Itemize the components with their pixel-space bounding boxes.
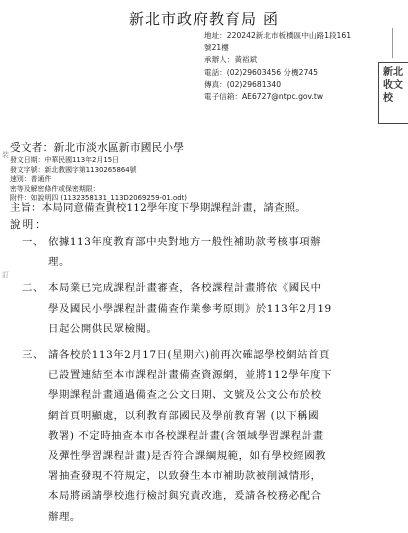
received-stamp xyxy=(378,62,408,124)
contact-block xyxy=(204,30,374,103)
contact-handler: 承辦人：黃裕斌 xyxy=(204,55,258,65)
explanation-label: 說明： xyxy=(10,219,48,231)
contact-address-line2: 號21樓 xyxy=(204,43,229,53)
secrecy-level: 密等及解密條件或保密期限： xyxy=(10,184,100,193)
document-title xyxy=(0,8,400,29)
dispatch-number: 發文字號：新北教國字第1130265864號 xyxy=(10,165,137,174)
contact-address-line1: 地址：220242新北市板橋區中山路1段161 xyxy=(204,31,352,40)
dispatch-date: 發文日期：中華民國113年2月15日 xyxy=(10,156,119,164)
dispatch-meta xyxy=(10,156,380,204)
issuing-agency: 新北市政府教育局 xyxy=(128,10,257,28)
crop-mark xyxy=(392,28,401,58)
dispatch-speed: 速別：普通件 xyxy=(10,175,52,183)
item-line: 依據113年度教育部中央對地方一般性補助款考核事項辦 xyxy=(48,236,322,248)
subject-line: 主旨：本局同意備查貴校112學年度下學期課程計畫，請查照。 xyxy=(10,202,306,214)
item-line: 本局業已完成課程計畫審查，各校課程計畫將依《國民中 xyxy=(48,282,322,295)
item-line: 請各校於113年2月17日(星期六)前再次確認學校網站首頁 xyxy=(48,349,330,362)
item-line: 學期課程計畫通過備查之公文日期、文號及公文公布於校 xyxy=(48,389,322,402)
contact-phone: 電話：(02)29603456 分機2745 xyxy=(204,67,318,77)
binding-mark: 裝 xyxy=(2,151,9,159)
list-item xyxy=(22,232,362,272)
stamp-line: 新北 xyxy=(383,67,403,78)
item-line: 網首頁明顯處，以利教育部國民及學前教育署 (以下稱國 xyxy=(48,409,320,422)
item-line: 學及國民小學課程計畫備查作業參考原則》於113年2月19 xyxy=(48,302,332,315)
explanation-items xyxy=(22,232,362,533)
item-line: 本局將函請學校進行檢討與究責改進，爰請各校務必配合 xyxy=(48,490,322,503)
item-line: 教署) 不定時抽查本市各校課程計畫(含領域學習課程計畫 xyxy=(48,429,324,442)
item-line: 日起公開供民眾檢閱。 xyxy=(48,322,158,335)
list-item xyxy=(22,278,362,339)
binding-mark: 訂 xyxy=(2,271,9,279)
item-line: 及彈性學習課程計畫)是否符合課綱規範，如有學校經國教 xyxy=(48,450,327,463)
attachment-link[interactable]: 附件：如說明四 (1132358131_113D2069259-01.odt) xyxy=(10,194,187,202)
recipient: 受文者：新北市淡水區新市國民小學 xyxy=(10,142,185,154)
stamp-line: 校 xyxy=(383,93,393,104)
stamp-line: 收文 xyxy=(383,80,403,91)
contact-fax: 傳真：(02)29681340 xyxy=(204,79,282,89)
item-number: 三、 xyxy=(22,349,44,362)
item-line: 辦理。 xyxy=(48,510,81,523)
item-number: 二、 xyxy=(22,282,44,295)
item-line: 署抽查發現不符規定，以致發生本市補助款被削減情形， xyxy=(48,470,322,483)
list-item xyxy=(22,345,362,527)
item-number: 一、 xyxy=(22,236,44,248)
item-line: 理。 xyxy=(48,256,70,269)
contact-email: 電子信箱：AE6727@ntpc.gov.tw xyxy=(204,92,324,102)
item-line: 已設置連結至本市課程計畫備查資源網，並將112學年度下 xyxy=(48,369,333,382)
document-type: 函 xyxy=(263,10,280,28)
